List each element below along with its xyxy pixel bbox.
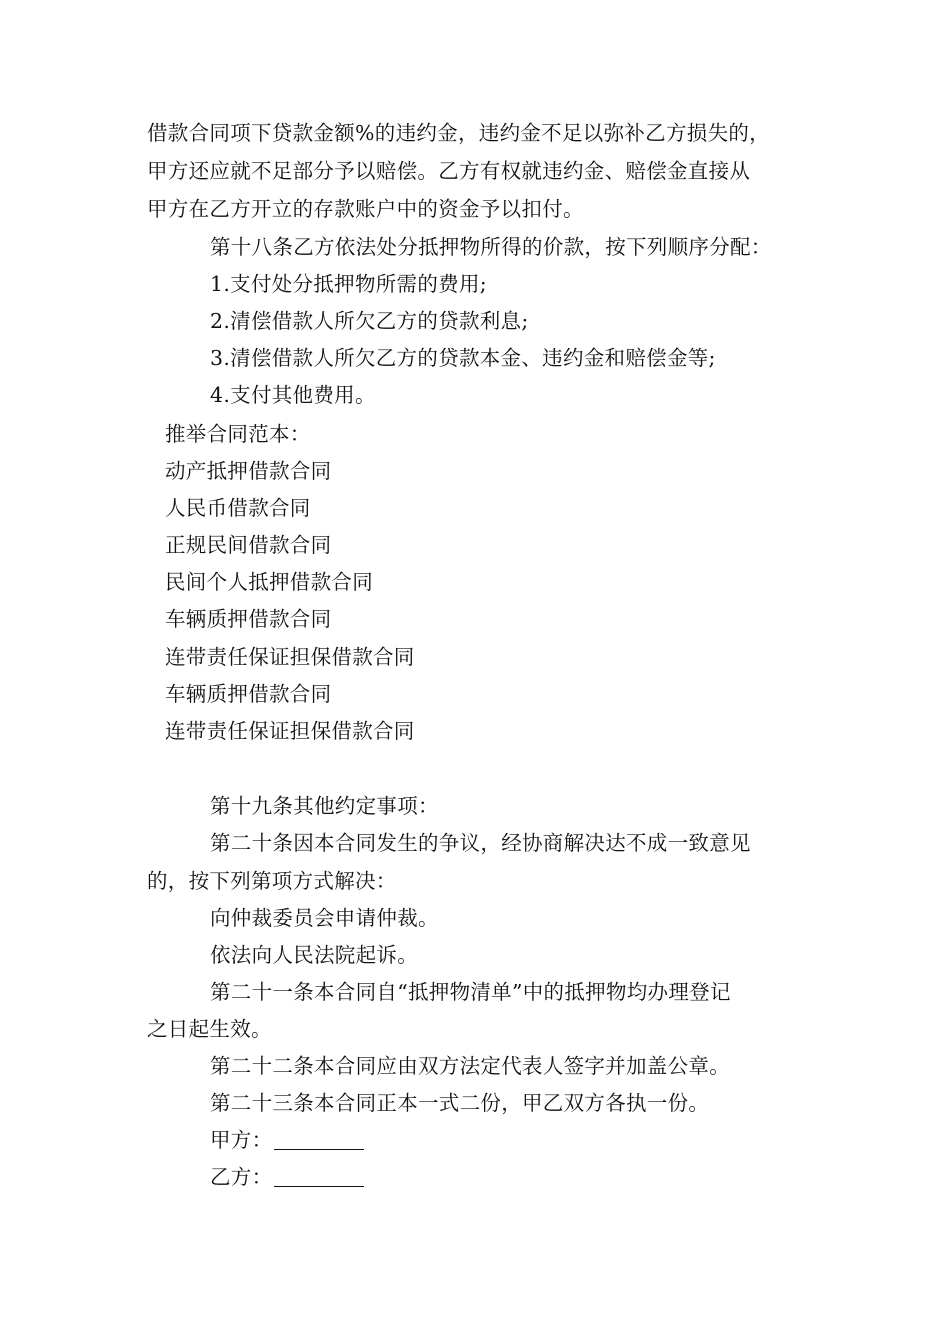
paragraph-line: 之日起生效。 <box>147 1017 272 1041</box>
signature-party-b <box>210 1163 364 1191</box>
signature-label: 甲方： <box>210 1128 273 1152</box>
signature-line[interactable] <box>274 1129 364 1150</box>
paragraph-line: 甲方还应就不足部分予以赔偿。乙方有权就违约金、赔偿金直接从 <box>147 159 751 183</box>
list-item: 2.清偿借款人所欠乙方的贷款利息; <box>210 309 529 333</box>
signature-party-a <box>210 1126 364 1154</box>
article-20: 第二十条因本合同发生的争议，经协商解决达不成一致意见 <box>210 831 751 855</box>
signature-label: 乙方： <box>210 1165 273 1189</box>
list-item: 3.清偿借款人所欠乙方的贷款本金、违约金和赔偿金等; <box>210 346 716 370</box>
paragraph-line: 借款合同项下贷款金额%的违约金，违约金不足以弥补乙方损失的， <box>147 121 770 145</box>
recommend-link[interactable]: 正规民间借款合同 <box>165 533 332 557</box>
list-item: 1.支付处分抵押物所需的费用; <box>210 272 487 296</box>
recommend-link[interactable]: 动产抵押借款合同 <box>165 459 332 483</box>
option-item: 依法向人民法院起诉。 <box>210 943 418 967</box>
option-item: 向仲裁委员会申请仲裁。 <box>210 906 439 930</box>
paragraph-line: 甲方在乙方开立的存款账户中的资金予以扣付。 <box>147 197 584 221</box>
recommend-link[interactable]: 车辆质押借款合同 <box>165 607 332 631</box>
recommend-link[interactable]: 车辆质押借款合同 <box>165 682 332 706</box>
recommend-link[interactable]: 连带责任保证担保借款合同 <box>165 645 415 669</box>
article-19: 第十九条其他约定事项： <box>210 794 439 818</box>
signature-line[interactable] <box>274 1166 364 1187</box>
article-18-heading: 第十八条乙方依法处分抵押物所得的价款，按下列顺序分配： <box>210 235 772 259</box>
recommend-link[interactable]: 民间个人抵押借款合同 <box>165 570 373 594</box>
paragraph-line: 的，按下列第项方式解决： <box>147 869 397 893</box>
list-item: 4.支付其他费用。 <box>210 383 376 407</box>
recommend-link[interactable]: 人民币借款合同 <box>165 496 311 520</box>
article-22: 第二十二条本合同应由双方法定代表人签字并加盖公章。 <box>210 1054 730 1078</box>
article-21: 第二十一条本合同自“抵押物清单”中的抵押物均办理登记 <box>210 980 731 1004</box>
recommend-heading: 推举合同范本： <box>165 422 311 446</box>
recommend-link[interactable]: 连带责任保证担保借款合同 <box>165 719 415 743</box>
article-23: 第二十三条本合同正本一式二份，甲乙双方各执一份。 <box>210 1091 710 1115</box>
